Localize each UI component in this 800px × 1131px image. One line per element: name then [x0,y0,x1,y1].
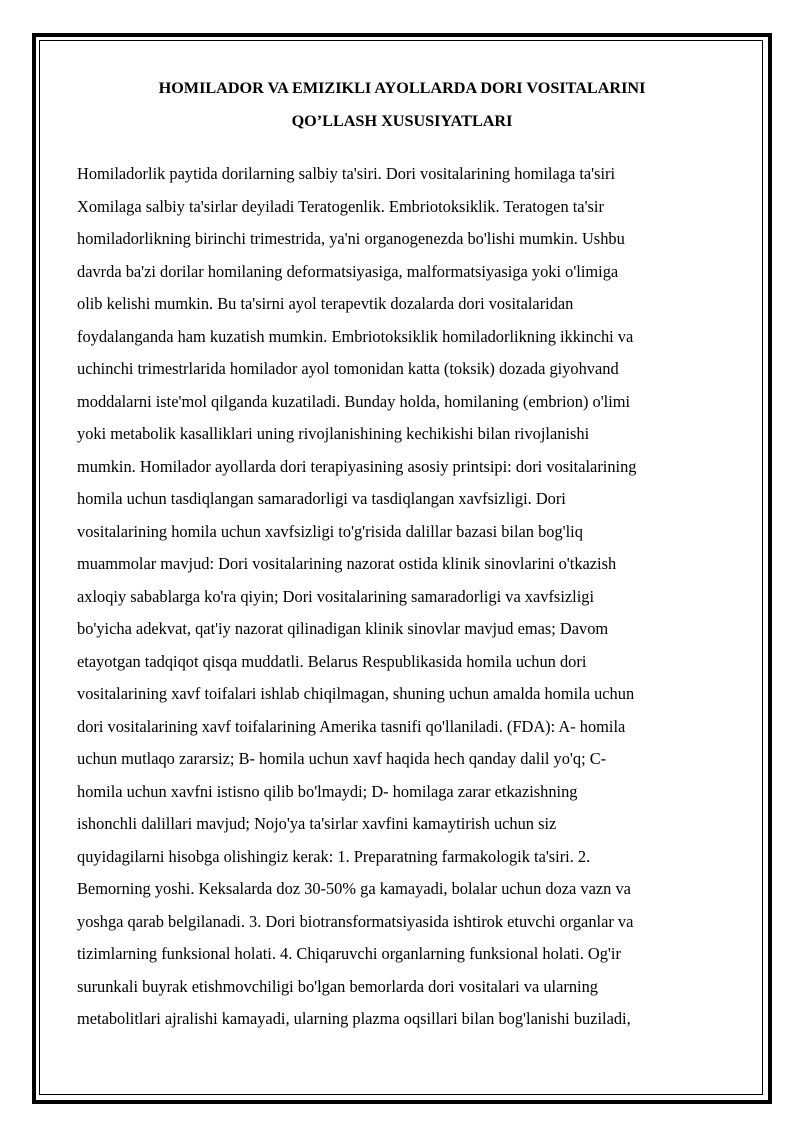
document-body-line: homiladorlikning birinchi trimestrida, ya'ni organogenezda bo'lishi mumkin. Ushbu [77,229,625,248]
document-body-line: uchun mutlaqo zararsiz; B- homila uchun xavf haqida hech qanday dalil yo'q; C- [77,749,607,768]
document-content [77,72,727,1036]
document-body-line: uchinchi trimestrlarida homilador ayol tomonidan katta (toksik) dozada giyohvand [77,359,619,378]
document-body-line: tizimlarning funksional holati. 4. Chiqaruvchi organlarning funksional holati. Og'ir [77,944,621,963]
document-body-line: Xomilaga salbiy ta'sirlar deyiladi Teratogenlik. Embriotoksiklik. Teratogen ta'sir [77,196,604,216]
document-body-line: surunkali buyrak etishmovchiligi bo'lgan bemorlarda dori vositalari va ularning [77,976,598,996]
document-title-line-2: QO’LLASH XUSUSIYATLARI [291,111,513,130]
document-body-paragraph [77,158,727,1036]
document-body-line: metabolitlari ajralishi kamayadi, ularning plazma oqsillari bilan bog'lanishi buziladi, [77,1009,631,1028]
document-body-line: bo'yicha adekvat, qat'iy nazorat qilinadigan klinik sinovlar mavjud emas; Davom [77,619,609,638]
document-body-line: vositalarining xavf toifalari ishlab chiqilmagan, shuning uchun amalda homila uchun [77,684,635,703]
document-body-line: muammolar mavjud: Dori vositalarining nazorat ostida klinik sinovlarini o'tkazish [77,554,617,573]
document-title-line-1: HOMILADOR VA EMIZIKLI AYOLLARDA DORI VOSITALARINI [158,79,646,97]
document-body-line: yoki metabolik kasalliklari uning rivojlanishining kechikishi bilan rivojlanishi [77,424,590,443]
document-body-line: mumkin. Homilador ayollarda dori terapiyasining asosiy printsipi: dori vositalarining [77,456,637,476]
document-body-line: dori vositalarining xavf toifalarining Amerika tasnifi qo'llaniladi. (FDA): A- homila [77,716,626,736]
document-body-line: axloqiy sabablarga ko'ra qiyin; Dori vositalarining samaradorligi va xavfsizligi [77,586,595,606]
document-title [77,72,727,137]
document-body-line: etayotgan tadqiqot qisqa muddatli. Belarus Respublikasida homila uchun dori [77,651,587,671]
document-body-line: Homiladorlik paytida dorilarning salbiy ta'siri. Dori vositalarining homilaga ta'siri [77,164,616,183]
document-body-line: homila uchun tasdiqlangan samaradorligi va tasdiqlangan xavfsizligi. Dori [77,489,566,508]
document-body-line: ishonchli dalillari mavjud; Nojo'ya ta'sirlar xavfini kamaytirish uchun siz [77,814,557,833]
document-body-line: Bemorning yoshi. Keksalarda doz 30-50% ga kamayadi, bolalar uchun doza vazn va [77,879,631,898]
document-body-line: davrda ba'zi dorilar homilaning deformatsiyasiga, malformatsiyasiga yoki o'limiga [77,261,619,281]
document-body-line: olib kelishi mumkin. Bu ta'sirni ayol terapevtik dozalarda dori vositalaridan [77,294,574,313]
document-body-line: homila uchun xavfni istisno qilib bo'lmaydi; D- homilaga zarar etkazishning [77,781,578,801]
document-body-line: moddalarni iste'mol qilganda kuzatiladi. Bunday holda, homilaning (embrion) o'limi [77,391,631,411]
document-body-line: foydalanganda ham kuzatish mumkin. Embriotoksiklik homiladorlikning ikkinchi va [77,326,634,346]
document-body-line: quyidagilarni hisobga olishingiz kerak: 1. Preparatning farmakologik ta'siri. 2. [77,846,591,866]
document-body-line: vositalarining homila uchun xavfsizligi to'g'risida dalillar bazasi bilan bog'liq [77,521,583,541]
document-body-line: yoshga qarab belgilanadi. 3. Dori biotransformatsiyasida ishtirok etuvchi organlar va [77,911,634,931]
